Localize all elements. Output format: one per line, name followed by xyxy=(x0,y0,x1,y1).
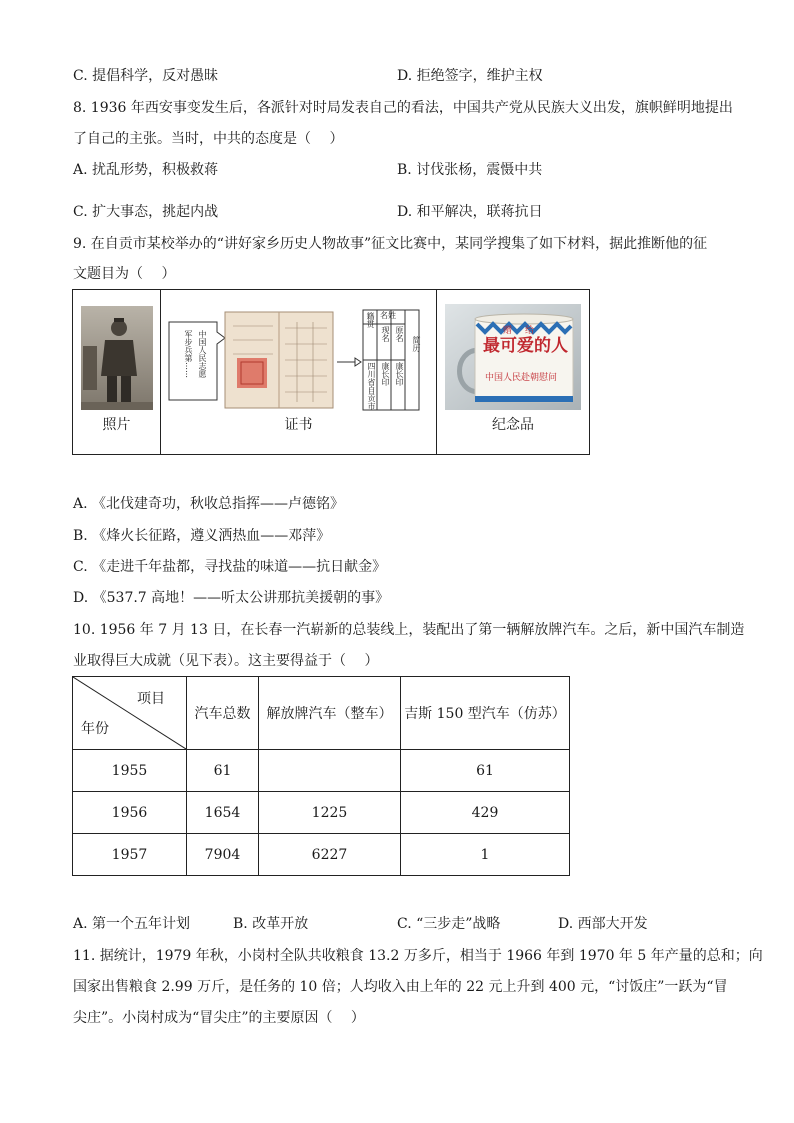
header-jiefang: 解放牌汽车（整车） xyxy=(259,677,401,750)
photo-caption: 照片 xyxy=(102,417,131,433)
mug-text-2: 最可爱的人 xyxy=(483,336,568,356)
row-total: 7904 xyxy=(187,834,259,876)
q8-option-a: A. 扰乱形势，积极救蒋 xyxy=(73,162,219,178)
table-row xyxy=(73,834,570,876)
corner-top-label: 项目 xyxy=(137,691,165,707)
corner-bottom-label: 年份 xyxy=(81,721,109,737)
certificate-cell xyxy=(161,290,437,454)
q8-option-b: B. 讨伐张杨，震慑中共 xyxy=(397,162,543,178)
soldier-photo xyxy=(81,306,153,410)
photo-cell xyxy=(73,290,161,454)
table-row xyxy=(73,750,570,792)
q8-option-d: D. 和平解决，联蒋抗日 xyxy=(397,204,543,220)
q10-option-d: D. 西部大开发 xyxy=(558,916,648,932)
row-total: 1654 xyxy=(187,792,259,834)
header-total: 汽车总数 xyxy=(187,677,259,750)
certificate-caption: 证书 xyxy=(284,417,313,433)
table-corner-cell xyxy=(73,677,187,750)
q11-stem-line2: 国家出售粮食 2.99 万斤，是任务的 10 倍；人均收入由上年的 22 元上升到 400 元，“讨饭庄”一跃为“冒 xyxy=(73,979,728,995)
q7-option-c: C. 提倡科学，反对愚昧 xyxy=(73,68,219,84)
row-year: 1956 xyxy=(73,792,187,834)
q9-option-d: D. 《537.7 高地！——听太公讲那抗美援朝的事》 xyxy=(73,590,390,606)
souvenir-caption: 纪念品 xyxy=(492,417,534,433)
q8-option-c: C. 扩大事态，挑起内战 xyxy=(73,204,219,220)
q9-option-a: A. 《北伐建奇功，秋收总指挥——卢德铭》 xyxy=(73,496,345,512)
q9-stem-line1: 9. 在自贡市某校举办的“讲好家乡历史人物故事”征文比赛中，某同学搜集了如下材料，据此推断他的征 xyxy=(73,236,708,252)
header-zis: 吉斯 150 型汽车（仿苏） xyxy=(401,677,570,750)
q9-option-b: B. 《烽火长征路，遵义洒热血——邓萍》 xyxy=(73,528,331,544)
row-jiefang: 6227 xyxy=(259,834,401,876)
cert-name-header: 名姓 xyxy=(380,311,396,320)
mug-text-3: 中国人民赴朝慰问 xyxy=(485,373,558,383)
q9-materials-box xyxy=(72,289,590,455)
enamel-mug xyxy=(445,304,581,410)
cert-resume-header: 简历 xyxy=(412,336,421,352)
cert-note-2: 中国人民志愿 xyxy=(198,330,207,378)
row-zis: 61 xyxy=(401,750,570,792)
cert-note-1: 军步兵第…… xyxy=(184,330,193,378)
row-zis: 1 xyxy=(401,834,570,876)
q10-option-c: C. “三步走”战略 xyxy=(397,916,501,932)
cert-name-value-1: 康长印 xyxy=(381,362,390,386)
q9-option-c: C. 《走进千年盐都，寻找盐的味道——抗日献金》 xyxy=(73,559,387,575)
row-year: 1955 xyxy=(73,750,187,792)
cert-current-name: 现名 xyxy=(381,326,390,342)
q8-stem-line1: 8. 1936 年西安事变发生后，各派针对时局发表自己的看法，中国共产党从民族大义出发，旗帜鲜明地提出 xyxy=(73,100,733,116)
row-zis: 429 xyxy=(401,792,570,834)
q11-stem-line1: 11. 据统计，1979 年秋，小岗村全队共收粮食 13.2 万多斤，相当于 1966 年到 1970 年 5 年产量的总和；向 xyxy=(73,948,763,964)
q10-option-b: B. 改革开放 xyxy=(233,916,309,932)
cert-origin-header: 籍贯 xyxy=(366,312,375,328)
row-jiefang xyxy=(259,750,401,792)
row-year: 1957 xyxy=(73,834,187,876)
mug-text-1: 赠 给 xyxy=(503,326,537,336)
row-total: 61 xyxy=(187,750,259,792)
table-row xyxy=(73,792,570,834)
q10-stem-line2: 业取得巨大成就（见下表）。这主要得益于（ ） xyxy=(73,653,379,669)
souvenir-cell xyxy=(437,290,589,454)
q11-stem-line3: 尖庄”。小岗村成为“冒尖庄”的主要原因（ ） xyxy=(73,1010,365,1026)
q8-stem-line2: 了自己的主张。当时，中共的态度是（ ） xyxy=(73,131,344,147)
q10-option-a: A. 第一个五年计划 xyxy=(73,916,191,932)
cert-former-name: 原名 xyxy=(395,326,404,342)
q7-option-d: D. 拒绝签字，维护主权 xyxy=(397,68,543,84)
cert-name-value-2: 康长印 xyxy=(395,362,404,386)
cert-origin-value: 四川省自贡市 xyxy=(367,362,376,410)
q9-stem-line2: 文题目为（ ） xyxy=(73,266,176,282)
row-jiefang: 1225 xyxy=(259,792,401,834)
car-production-table xyxy=(72,676,570,876)
table-header-row xyxy=(73,677,570,750)
q10-stem-line1: 10. 1956 年 7 月 13 日，在长春一汽崭新的总装线上，装配出了第一辆解放牌汽车。之后，新中国汽车制造 xyxy=(73,622,745,638)
